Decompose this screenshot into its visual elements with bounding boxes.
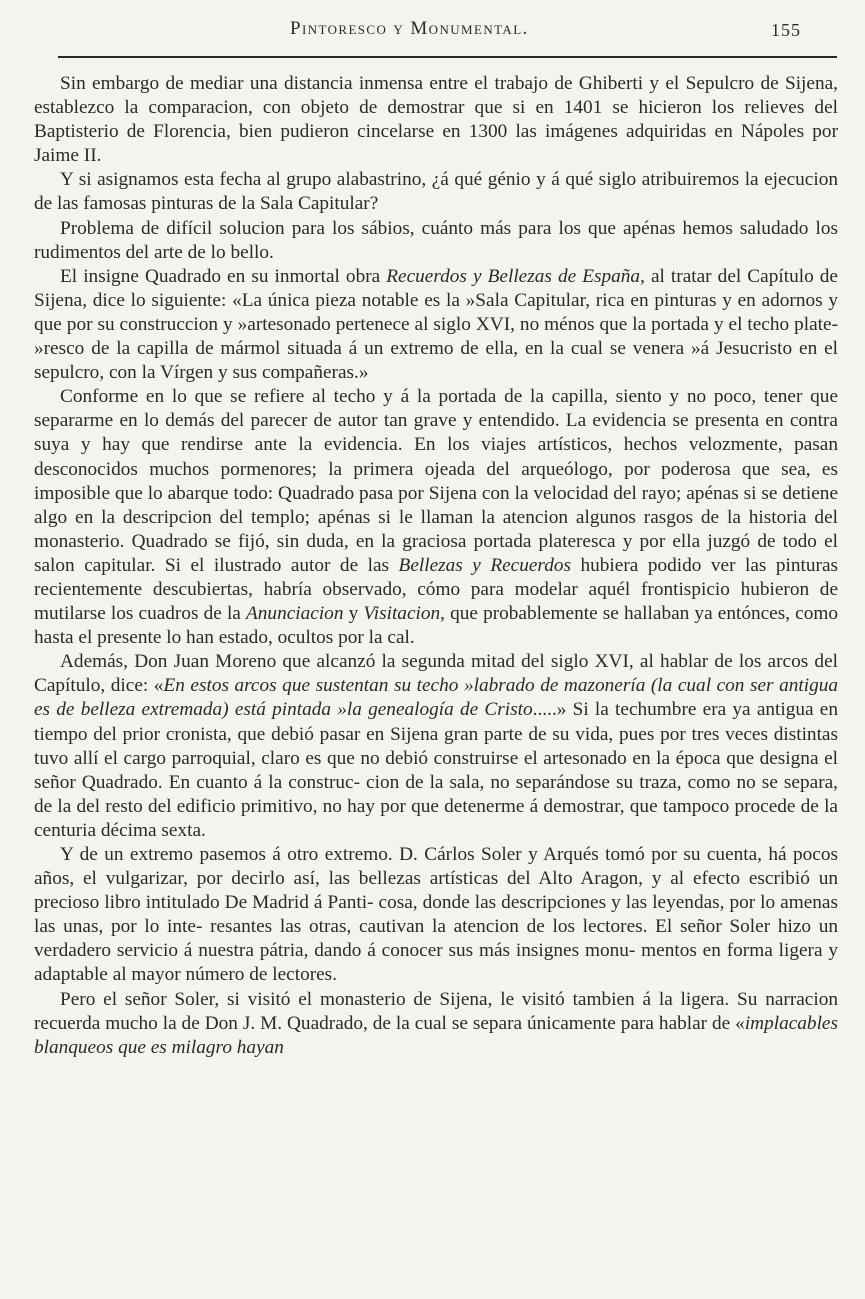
italic-run: Visitacion xyxy=(363,603,441,625)
italic-run: Anunciacion xyxy=(246,603,344,625)
paragraph xyxy=(34,385,838,650)
body-text xyxy=(34,72,838,1060)
paragraph xyxy=(34,843,838,988)
page-number: 155 xyxy=(771,20,801,40)
text-run: .....» Si la techumbre era ya antigua en tiempo del prior cronista, que debió pasar en Sijena gran parte de su vida, pues por tres veces distintas tuvo allí el cargo parroquial, claro es que no debió construirse el artesonado en la época que designa el señor Quadrado. En cuanto á la construc- cion de la sala, no separándose su traza, como no se separa, de la del resto del edificio primitivo, no hay por que detenerme á demostrar, que tampoco procede de la centuria décima sexta. xyxy=(34,699,838,841)
text-run: Conforme en lo que se refiere al techo y á la portada de la capilla, siento y no poco, tener que separarme en lo demás del parecer de autor tan grave y entendido. La evidencia se presenta en contra suya y hay que rendirse ante la evidencia. En los viajes artísticos, hechos velozmente, pasan desconocidos muchos pormenores; la primera ojeada del arqueólogo, por poderosa que sea, es imposible que lo abarque todo: Quadrado pasa por Sijena con la velocidad del rayo; apénas si se detiene algo en la descripcion del templo; apénas si le llaman la atencion algunos rasgos de la historia del monasterio. Quadrado se fijó, sin duda, en la graciosa portada plateresca y por ella juzgó de todo el salon capitular. Si el ilustrado autor de las xyxy=(34,386,838,576)
italic-run: Recuerdos y Bellezas de España xyxy=(386,265,641,287)
text-run: , que probablemente se hallaban ya entónces, como hasta el presente lo han estado, ocultos por la cal. xyxy=(34,603,839,649)
paragraph xyxy=(34,168,838,216)
paragraph xyxy=(34,988,838,1060)
text-run: Y si asignamos esta fecha al grupo alabastrino, ¿á qué génio y á qué siglo atribuiremos la ejecucion de las famosas pinturas de la Sala Capitular? xyxy=(34,169,838,215)
running-title: Pintoresco y Monumental. xyxy=(290,18,529,39)
text-run: Sin embargo de mediar una distancia inmensa entre el trabajo de Ghiberti y el Sepulcro de Sijena, establezco la comparacion, con objeto de demostrar que si en 1401 se hicieron los relieves del Baptisterio de Florencia, bien pudieron cincelarse en 1300 las imágenes adquiridas en Nápoles por Jaime II. xyxy=(34,73,838,167)
header-rule xyxy=(58,56,837,58)
paragraph xyxy=(34,650,838,843)
italic-run: En estos arcos que sustentan su techo »labrado de mazonería (la cual con ser antigua es de belleza extremada) está pintada »la genealogía de Cristo xyxy=(34,675,839,721)
running-header xyxy=(28,18,837,52)
text-run: Y de un extremo pasemos á otro extremo. D. Cárlos Soler y Arqués tomó por su cuenta, há pocos años, el vulgarizar, por decirlo así, las bellezas artísticas del Alto Aragon, y al efecto escribió un precioso libro intitulado De Madrid á Panti- cosa, donde las descripciones y las leyendas, por lo amenas las unas, por lo inte- resantes las otras, cautivan la atencion de los lectores. El señor Soler hizo un verdadero servicio á nuestra pátria, dando á conocer sus más insignes monu- mentos en forma ligera y adaptable al mayor número de lectores. xyxy=(34,844,838,986)
text-run: , al tratar del Capítulo de Sijena, dice lo siguiente: «La única pieza notable es la »Sala Capitular, rica en pinturas y en adornos y que por su construccion y »artesonado pertenece al siglo XVI, no ménos que la portada y el techo plate- »resco de la capilla de mármol situada á un extremo de ella, en la cual se venera »á Jesucristo en el sepulcro, con la Vírgen y sus compañeras.» xyxy=(34,265,838,384)
text-run: Pero el señor Soler, si visitó el monasterio de Sijena, le visitó tambien á la ligera. Su narracion recuerda mucho la de Don J. M. Quadrado, de la cual se separa únicamente para hablar de « xyxy=(34,988,838,1034)
text-run: Problema de difícil solucion para los sábios, cuánto más para los que apénas hemos saludado los rudimentos del arte de lo bello. xyxy=(34,217,838,263)
text-run: El insigne Quadrado en su inmortal obra xyxy=(60,265,387,287)
italic-run: implacables blanqueos que es milagro hayan xyxy=(34,1012,838,1058)
paragraph xyxy=(34,72,838,168)
italic-run: Bellezas y Recuerdos xyxy=(398,554,572,576)
text-run: Además, Don Juan Moreno que alcanzó la segunda mitad del siglo XVI, al hablar de los arcos del Capítulo, dice: « xyxy=(34,651,838,697)
paragraph xyxy=(34,217,838,265)
text-run: y xyxy=(343,603,364,625)
paragraph xyxy=(34,265,838,385)
text-run: hubiera podido ver las pinturas recientemente descubiertas, habría observado, cómo para modelar aquél frontispicio hubieron de mutilarse los cuadros de la xyxy=(34,554,839,625)
